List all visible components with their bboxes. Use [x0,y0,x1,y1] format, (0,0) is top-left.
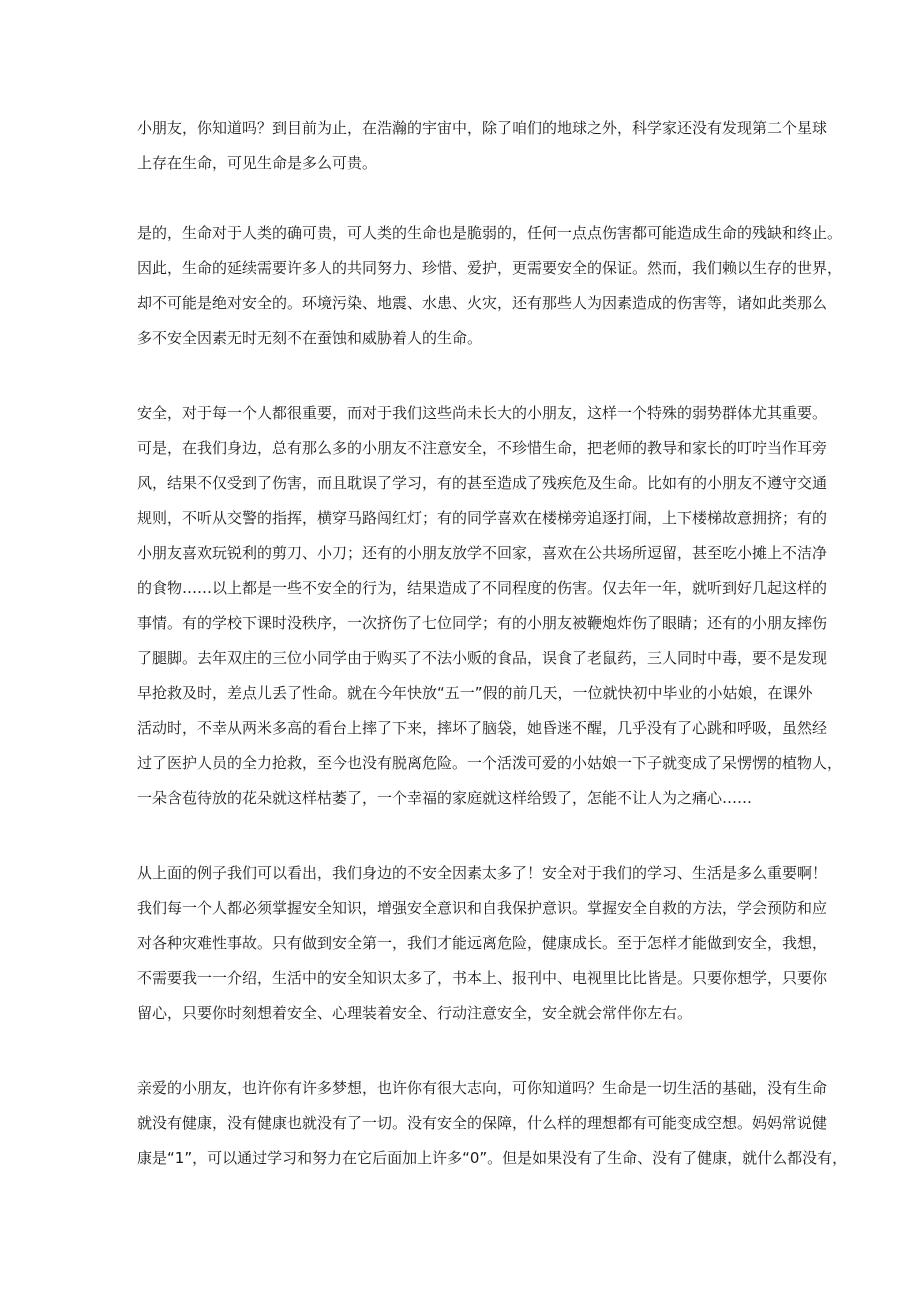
text-line: 早抢救及时，差点儿丢了性命。就在今年快放“五一”假的前几天，一位就快初中毕业的小姑娘，在课外 [137,684,813,702]
text-line: 我们每一个人都必须掌握安全知识，增强安全意识和自我保护意识。掌握安全自救的方法，学会预防和应 [137,899,828,917]
text-line: 风，结果不仅受到了伤害，而且耽误了学习，有的甚至造成了残疾危及生命。比如有的小朋友不遵守交通 [137,474,828,492]
text-line: 事情。有的学校下课时没秩序，一次挤伤了七位同学；有的小朋友被鞭炮炸伤了眼睛；还有的小朋友摔伤 [137,614,828,632]
text-line: 的食物……以上都是一些不安全的行为，结果造成了不同程度的伤害。仅去年一年，就听到好几起这样的 [137,579,828,597]
text-line: 留心，只要你时刻想着安全、心理装着安全、行动注意安全，安全就会常伴你左右。 [137,1004,693,1022]
text-line: 了腿脚。去年双庄的三位小同学由于购买了不法小贩的食品，误食了老鼠药，三人同时中毒，要不是发现 [137,649,828,667]
text-line: 康是“1”，可以通过学习和努力在它后面加上许多“0”。但是如果没有了生命、没有了健康，就什么都没有， [137,1149,848,1167]
text-line: 小朋友，你知道吗？到目前为止，在浩瀚的宇宙中，除了咱们的地球之外，科学家还没有发现第二个星球 [137,119,828,137]
text-line: 活动时，不幸从两米多高的看台上摔了下来，摔坏了脑袋，她昏迷不醒，几乎没有了心跳和呼吸，虽然经 [137,719,828,737]
text-line: 小朋友喜欢玩锐利的剪刀、小刀；还有的小朋友放学不回家，喜欢在公共场所逗留，甚至吃小摊上不洁净 [137,544,828,562]
text-line: 多不安全因素无时无刻不在蚕蚀和威胁着人的生命。 [137,329,483,347]
text-line: 亲爱的小朋友，也许你有许多梦想，也许你有很大志向，可你知道吗？生命是一切生活的基础，没有生命 [137,1079,828,1097]
text-line: 因此，生命的延续需要许多人的共同努力、珍惜、爱护，更需要安全的保证。然而，我们赖以生存的世界， [137,259,843,277]
text-line: 却不可能是绝对安全的。环境污染、地震、水患、火灾，还有那些人为因素造成的伤害等，诸如此类那么 [137,294,828,312]
text-line: 就没有健康，没有健康也就没有了一切。没有安全的保障，什么样的理想都有可能变成空想。妈妈常说健 [137,1114,828,1132]
text-line: 上存在生命，可见生命是多么可贵。 [137,154,378,172]
text-line: 是的，生命对于人类的确可贵，可人类的生命也是脆弱的，任何一点点伤害都可能造成生命的残缺和终止。 [137,224,843,242]
text-line: 对各种灾难性事故。只有做到安全第一，我们才能远离危险，健康成长。至于怎样才能做到安全，我想， [137,934,828,952]
text-line: 安全，对于每一个人都很重要，而对于我们这些尚未长大的小朋友，这样一个特殊的弱势群体尤其重要。 [137,404,828,422]
text-line: 过了医护人员的全力抢救，至今也没有脱离危险。一个活泼可爱的小姑娘一下子就变成了呆愣愣的植物人， [137,754,843,772]
text-line: 一朵含苞待放的花朵就这样枯萎了，一个幸福的家庭就这样给毁了，怎能不让人为之痛心…… [137,789,753,807]
text-line: 规则，不听从交警的指挥，横穿马路闯红灯；有的同学喜欢在楼梯旁追逐打闹，上下楼梯故意拥挤；有的 [137,509,828,527]
text-line: 从上面的例子我们可以看出，我们身边的不安全因素太多了！安全对于我们的学习、生活是多么重要啊！ [137,864,828,882]
text-line: 可是，在我们身边，总有那么多的小朋友不注意安全，不珍惜生命，把老师的教导和家长的叮咛当作耳旁 [137,439,828,457]
text-line: 不需要我一一介绍，生活中的安全知识太多了，书本上、报刊中、电视里比比皆是。只要你想学，只要你 [137,969,828,987]
